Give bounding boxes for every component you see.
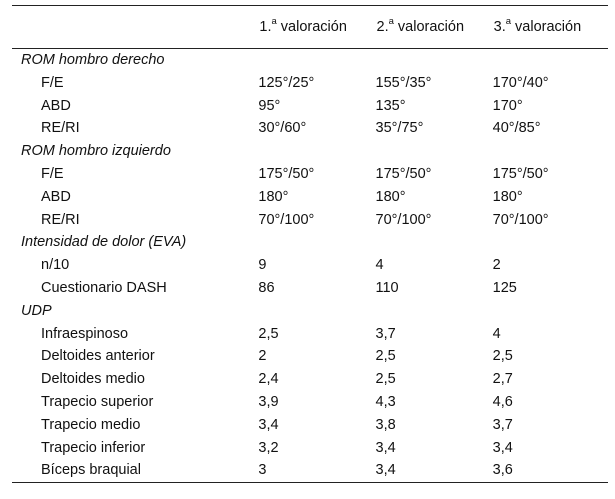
value-cell-3: [493, 49, 608, 72]
value-cell-2: 3,4: [375, 439, 396, 456]
row-label: Deltoides anterior: [41, 348, 155, 365]
value-cell-2: 4: [375, 257, 384, 274]
value-cell-2: 180°: [375, 188, 406, 205]
value-cell-1: 3,2: [258, 439, 279, 456]
row-label: Bíceps braquial: [12, 459, 258, 482]
table-row: [12, 117, 608, 140]
value-cell-3: 2,7: [492, 371, 513, 388]
value-cell-1: 30°/60°: [258, 120, 307, 137]
value-cell-1: 2,4: [258, 371, 279, 388]
value-cell-3: 4: [492, 325, 501, 342]
section-label: Intensidad de dolor (EVA): [21, 234, 187, 251]
header-col-3-sup: a: [505, 15, 512, 27]
value-cell-3: 3,7: [492, 416, 513, 433]
value-cell-1: 70°/100°: [258, 211, 315, 228]
section-row: [12, 49, 608, 72]
value-cell-2: 175°/50°: [375, 165, 432, 182]
header-empty-cell: [12, 6, 258, 49]
value-cell-1: 95°: [258, 97, 281, 114]
value-cell-2: 110: [375, 279, 399, 296]
row-label: Cuestionario DASH: [41, 279, 167, 296]
row-label: F/E: [41, 74, 64, 91]
value-cell-2: [376, 231, 493, 254]
header-col-3: [493, 6, 608, 49]
row-label: Infraespinoso: [41, 325, 129, 342]
value-cell-3: 3,4: [492, 439, 513, 456]
header-col-2: [376, 6, 493, 49]
value-cell-1: [258, 140, 375, 163]
row-label: RE/RI: [41, 120, 80, 137]
value-cell-1: 180°: [258, 188, 289, 205]
table-row: [12, 163, 608, 186]
row-label: Trapecio inferior: [41, 439, 146, 456]
value-cell-1: [258, 231, 375, 254]
table-row: [12, 209, 608, 232]
table-row: [12, 323, 608, 346]
header-col-1-sup: a: [271, 15, 277, 27]
section-label: ROM hombro derecho: [21, 52, 165, 68]
value-cell-3: 125: [492, 279, 517, 296]
header-col-1-suffix: valoración: [276, 18, 347, 35]
value-cell-1: 125°/25°: [258, 74, 315, 91]
header-col-1: [258, 6, 375, 49]
table-row: [12, 254, 608, 277]
value-cell-3: 2: [492, 257, 501, 274]
value-cell-1: 2,5: [258, 325, 279, 342]
table-header: [12, 6, 608, 49]
header-col-1-prefix: 1.: [259, 18, 272, 35]
value-cell-3: 4,6: [492, 393, 513, 410]
value-cell-2: [376, 300, 493, 323]
table-row: [12, 459, 608, 482]
header-col-3-suffix: valoración: [511, 18, 582, 35]
value-cell-2: 135°: [375, 97, 406, 114]
value-cell-2: 2,5: [375, 348, 396, 365]
value-cell-1: 86: [258, 279, 275, 296]
header-col-2-sup: a: [388, 15, 394, 27]
value-cell-1: [258, 300, 375, 323]
data-table-container: [12, 5, 608, 483]
row-label: Trapecio superior: [41, 393, 154, 410]
value-cell-2: 3,7: [375, 325, 396, 342]
value-cell-2: 35°/75°: [375, 120, 424, 137]
section-label: UDP: [21, 302, 52, 319]
section-row: [12, 231, 608, 254]
table-row: [12, 95, 608, 118]
header-col-2-suffix: valoración: [393, 18, 465, 35]
value-cell-3: 40°/85°: [492, 120, 541, 137]
value-cell-2: [376, 140, 493, 163]
header-row: [12, 6, 608, 49]
row-label: n/10: [41, 257, 70, 274]
row-label: F/E: [41, 165, 64, 182]
value-cell-2: 3,8: [375, 416, 396, 433]
value-cell-1: [258, 49, 375, 72]
value-cell-1: 2: [258, 348, 267, 365]
value-cell-3: 3,6: [493, 459, 608, 482]
value-cell-3: 70°/100°: [492, 211, 549, 228]
value-cell-2: 70°/100°: [375, 211, 432, 228]
value-cell-3: 180°: [492, 188, 523, 205]
header-col-3-prefix: 3.: [493, 18, 506, 35]
table-body: [12, 49, 608, 483]
value-cell-3: 2,5: [492, 348, 513, 365]
value-cell-3: [493, 300, 608, 323]
value-cell-2: 2,5: [375, 371, 396, 388]
row-label: Deltoides medio: [41, 371, 145, 388]
value-cell-2: 3,4: [376, 459, 493, 482]
section-row: [12, 300, 608, 323]
value-cell-1: 9: [258, 257, 267, 274]
value-cell-3: 170°/40°: [492, 74, 549, 91]
evaluation-table: [12, 5, 608, 483]
value-cell-1: 3,9: [258, 393, 279, 410]
section-label: ROM hombro izquierdo: [21, 143, 171, 160]
value-cell-3: [493, 231, 608, 254]
section-row: [12, 140, 608, 163]
value-cell-3: [493, 140, 608, 163]
value-cell-1: 3: [258, 459, 375, 482]
header-col-2-prefix: 2.: [376, 18, 389, 35]
row-label: ABD: [41, 97, 71, 114]
row-label: ABD: [41, 188, 71, 205]
value-cell-2: [376, 49, 493, 72]
value-cell-1: 3,4: [258, 416, 279, 433]
value-cell-1: 175°/50°: [258, 165, 315, 182]
row-label: Trapecio medio: [41, 416, 141, 433]
table-row: [12, 414, 608, 437]
table-row: [12, 345, 608, 368]
value-cell-3: 175°/50°: [492, 165, 549, 182]
value-cell-2: 155°/35°: [375, 74, 432, 91]
value-cell-3: 170°: [492, 97, 523, 114]
table-row: [12, 391, 608, 414]
table-row: [12, 186, 608, 209]
table-row: [12, 277, 608, 300]
table-row: [12, 72, 608, 95]
table-row: [12, 368, 608, 391]
table-row: [12, 437, 608, 460]
row-label: RE/RI: [41, 211, 80, 228]
value-cell-2: 4,3: [375, 393, 396, 410]
